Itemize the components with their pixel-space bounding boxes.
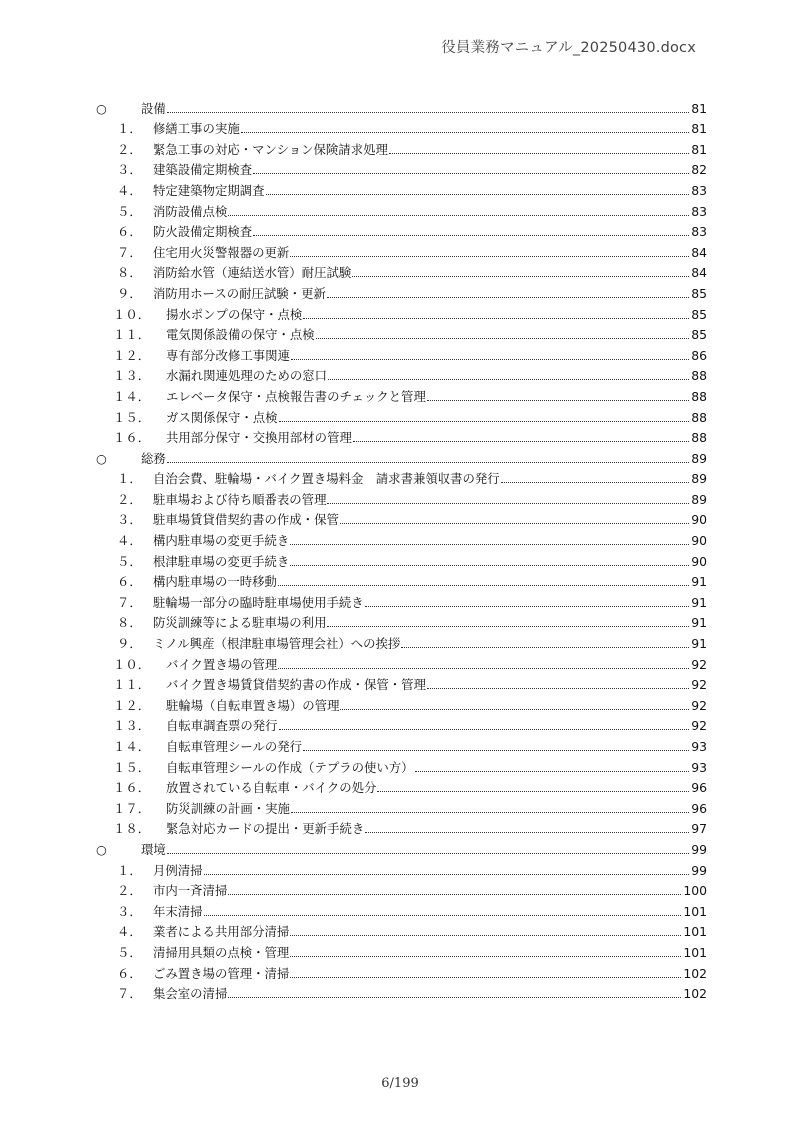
toc-page-number: 93 xyxy=(691,739,707,754)
toc-page-number: 83 xyxy=(691,182,707,198)
dot-leader xyxy=(253,234,689,236)
toc-entry-title: 自転車管理シールの作成（テプラの使い方） xyxy=(166,759,414,775)
dot-leader xyxy=(279,420,690,422)
toc-page-number: 96 xyxy=(691,780,707,796)
toc-entry-title: バイク置き場賃貸借契約書の作成・保管・管理 xyxy=(166,677,426,693)
toc-entry-title: 消防用ホースの耐圧試験・更新 xyxy=(153,285,326,301)
toc-entry-number: ４． xyxy=(117,182,142,198)
dot-leader xyxy=(340,708,689,710)
toc-entry-number: １６． xyxy=(113,430,151,446)
toc-entry[interactable] xyxy=(96,136,707,157)
dot-leader xyxy=(167,852,689,854)
dot-leader xyxy=(427,687,689,689)
toc-entry-title: 緊急対応カードの提出・更新手続き xyxy=(166,821,365,837)
dot-leader xyxy=(290,955,681,957)
toc-page-number: 82 xyxy=(691,162,707,178)
toc-entry-title: 環境 xyxy=(141,841,166,857)
toc-entry-title: バイク置き場の管理 xyxy=(166,656,278,672)
toc-entry-number: ８． xyxy=(117,265,142,281)
toc-entry-number: １． xyxy=(117,471,142,487)
dot-leader xyxy=(327,502,689,504)
toc-entry-title: 自転車調査票の発行 xyxy=(166,718,278,734)
dot-leader xyxy=(291,358,689,360)
dot-leader xyxy=(290,564,689,566)
dot-leader xyxy=(278,667,689,669)
toc-page-number: 96 xyxy=(691,800,707,816)
dot-leader xyxy=(352,275,689,277)
toc-page-number: 92 xyxy=(691,677,707,693)
dot-leader xyxy=(290,255,689,257)
toc-page-number: 102 xyxy=(683,965,707,981)
toc-entry[interactable] xyxy=(96,507,707,528)
toc-page-number: 99 xyxy=(691,862,707,878)
toc-entry-number: ７． xyxy=(117,986,142,1002)
toc-page-number: 85 xyxy=(691,306,707,322)
toc-page-number: 93 xyxy=(691,759,707,775)
toc-entry[interactable] xyxy=(96,816,707,837)
toc-entry-number: １． xyxy=(117,121,142,137)
toc-entry-title: 揚水ポンプの保守・点検 xyxy=(166,306,303,322)
toc-page-number: 85 xyxy=(691,285,707,301)
toc-entry[interactable] xyxy=(96,569,707,590)
toc-entry-number: ５． xyxy=(117,203,142,219)
toc-entry-number: ８． xyxy=(117,615,142,631)
toc-page-number: 86 xyxy=(691,347,707,363)
dot-leader xyxy=(204,914,682,916)
toc-entry-number: １１． xyxy=(113,327,151,343)
toc-entry-number: ２． xyxy=(117,141,142,157)
toc-entry-number: ４． xyxy=(117,924,142,940)
toc-entry[interactable] xyxy=(96,116,707,137)
section-circle-marker: ○ xyxy=(96,100,107,116)
dot-leader xyxy=(204,873,690,875)
toc-entry-number: ６． xyxy=(117,224,142,240)
section-circle-marker: ○ xyxy=(96,841,107,857)
toc-entry-title: 自治会費、駐輪場・バイク置き場料金 請求書兼領収書の発行 xyxy=(153,471,500,487)
toc-entry-title: 修繕工事の実施 xyxy=(153,121,240,137)
toc-entry-title: 防火設備定期検査 xyxy=(153,224,253,240)
toc-entry[interactable] xyxy=(96,651,707,672)
section-circle-marker: ○ xyxy=(96,450,107,466)
toc-entry-number: ６． xyxy=(117,574,142,590)
dot-leader xyxy=(327,296,689,298)
toc-entry[interactable] xyxy=(96,754,707,775)
toc-entry-title: 清掃用具類の点検・管理 xyxy=(153,944,290,960)
dot-leader xyxy=(303,317,689,319)
toc-entry[interactable] xyxy=(96,301,707,322)
toc-entry[interactable] xyxy=(96,898,707,919)
toc-entry[interactable] xyxy=(96,425,707,446)
toc-entry[interactable] xyxy=(96,219,707,240)
toc-entry-number: １２． xyxy=(113,697,151,713)
toc-entry[interactable] xyxy=(96,527,707,548)
toc-entry-number: １５． xyxy=(113,759,151,775)
toc-entry-title: 駐輪場（自転車置き場）の管理 xyxy=(166,697,340,713)
dot-leader xyxy=(290,976,681,978)
toc-entry-number: ４． xyxy=(117,533,142,549)
dot-leader xyxy=(266,193,690,195)
toc-entry[interactable] xyxy=(96,322,707,343)
toc-page-number: 102 xyxy=(683,986,707,1002)
toc-entry-number: ７． xyxy=(117,244,142,260)
toc-entry-number: １２． xyxy=(113,347,151,363)
dot-leader xyxy=(389,152,689,154)
toc-entry-title: 駐車場賃貸借契約書の作成・保管 xyxy=(153,512,339,528)
toc-page-number: 85 xyxy=(691,327,707,343)
toc-entry-title: 駐輪場一部分の臨時駐車場使用手続き xyxy=(153,594,364,610)
toc-entry[interactable] xyxy=(96,363,707,384)
toc-page-number: 90 xyxy=(691,533,707,549)
toc-entry-number: １３． xyxy=(113,718,151,734)
table-of-contents xyxy=(96,95,707,1001)
toc-entry-number: ５． xyxy=(117,944,142,960)
dot-leader xyxy=(327,625,689,627)
toc-entry[interactable] xyxy=(96,630,707,651)
toc-entry-number: １０． xyxy=(113,656,151,672)
toc-page-number: 88 xyxy=(691,368,707,384)
toc-entry-title: ガス関係保守・点検 xyxy=(166,409,278,425)
toc-page-number: 90 xyxy=(691,553,707,569)
toc-page-number: 81 xyxy=(691,121,707,137)
toc-entry-number: ２． xyxy=(117,883,142,899)
toc-entry[interactable] xyxy=(96,548,707,569)
toc-entry-number: ５． xyxy=(117,553,142,569)
toc-entry-title: 共用部分保守・交換用部材の管理 xyxy=(166,430,352,446)
toc-page-number: 89 xyxy=(691,450,707,466)
toc-page-number: 84 xyxy=(691,244,707,260)
toc-entry-title: 業者による共用部分清掃 xyxy=(153,924,290,940)
dot-leader xyxy=(278,584,689,586)
toc-entry[interactable] xyxy=(96,466,707,487)
dot-leader xyxy=(253,172,689,174)
dot-leader xyxy=(303,749,689,751)
toc-entry-title: 総務 xyxy=(141,450,166,466)
toc-entry[interactable] xyxy=(96,878,707,899)
toc-entry[interactable] xyxy=(96,713,707,734)
toc-entry-number: ９． xyxy=(117,285,142,301)
dot-leader xyxy=(365,605,690,607)
dot-leader xyxy=(167,111,689,113)
dot-leader xyxy=(340,522,689,524)
toc-page-number: 81 xyxy=(691,141,707,157)
toc-entry-title: 緊急工事の対応・マンション保険請求処理 xyxy=(153,141,388,157)
toc-entry[interactable] xyxy=(96,939,707,960)
toc-entry-number: １３． xyxy=(113,368,151,384)
dot-leader xyxy=(353,440,689,442)
toc-entry-title: ごみ置き場の管理・清掃 xyxy=(153,965,290,981)
toc-entry-title: 電気関係設備の保守・点検 xyxy=(166,327,315,343)
toc-entry-number: ９． xyxy=(117,636,142,652)
dot-leader xyxy=(279,728,690,730)
dot-leader xyxy=(167,461,689,463)
toc-entry-number: ７． xyxy=(117,594,142,610)
toc-page-number: 81 xyxy=(691,100,707,116)
toc-entry-title: 防災訓練の計画・実施 xyxy=(166,800,290,816)
dot-leader xyxy=(328,378,689,380)
toc-entry-number: １８． xyxy=(113,821,151,837)
toc-page-number: 92 xyxy=(691,718,707,734)
toc-entry-title: 放置されている自転車・バイクの処分 xyxy=(166,780,377,796)
toc-entry[interactable] xyxy=(96,733,707,754)
toc-page-number: 91 xyxy=(691,594,707,610)
toc-entry-title: 特定建築物定期調査 xyxy=(153,182,265,198)
toc-page-number: 97 xyxy=(691,821,707,837)
toc-section-heading[interactable] xyxy=(96,836,707,857)
page-indicator: 6/199 xyxy=(381,1076,419,1091)
document-filename: 役員業務マニュアル_20250430.docx xyxy=(441,40,696,56)
toc-entry[interactable] xyxy=(96,239,707,260)
toc-entry[interactable] xyxy=(96,383,707,404)
toc-entry-number: １５． xyxy=(113,409,151,425)
toc-entry-number: １１． xyxy=(113,677,151,693)
toc-entry[interactable] xyxy=(96,198,707,219)
toc-page-number: 99 xyxy=(691,841,707,857)
toc-page-number: 101 xyxy=(683,944,707,960)
dot-leader xyxy=(290,934,681,936)
toc-entry-title: 構内駐車場の一時移動 xyxy=(153,574,277,590)
toc-entry-number: １６． xyxy=(113,780,151,796)
dot-leader xyxy=(365,831,689,833)
toc-entry-number: ３． xyxy=(117,903,142,919)
toc-entry-title: 自転車管理シールの発行 xyxy=(166,739,303,754)
toc-page-number: 88 xyxy=(691,409,707,425)
toc-entry[interactable] xyxy=(96,404,707,425)
toc-entry-number: ２． xyxy=(117,491,142,507)
dot-leader xyxy=(377,790,689,792)
toc-entry-title: 市内一斉清掃 xyxy=(153,883,228,899)
dot-leader xyxy=(427,399,689,401)
toc-section-heading[interactable] xyxy=(96,445,707,466)
toc-entry[interactable] xyxy=(96,919,707,940)
dot-leader xyxy=(228,893,681,895)
toc-entry-title: 月例清掃 xyxy=(153,862,203,878)
toc-entry[interactable] xyxy=(96,775,707,796)
toc-section-heading[interactable] xyxy=(96,95,707,116)
toc-entry-number: ６． xyxy=(117,965,142,981)
toc-page-number: 83 xyxy=(691,224,707,240)
toc-entry-number: １． xyxy=(117,862,142,878)
dot-leader xyxy=(501,481,690,483)
toc-entry[interactable] xyxy=(96,857,707,878)
toc-page-number: 91 xyxy=(691,574,707,590)
toc-entry[interactable] xyxy=(96,177,707,198)
toc-page-number: 83 xyxy=(691,203,707,219)
toc-entry[interactable] xyxy=(96,342,707,363)
toc-entry-title: ミノル興産（根津駐車場管理会社）への挨拶 xyxy=(153,636,401,652)
toc-page-number: 92 xyxy=(691,656,707,672)
dot-leader xyxy=(228,996,681,998)
toc-entry[interactable] xyxy=(96,486,707,507)
toc-entry[interactable] xyxy=(96,280,707,301)
dot-leader xyxy=(316,337,690,339)
toc-entry-title: 消防給水管（連結送水管）耐圧試験 xyxy=(153,265,352,281)
toc-page-number: 88 xyxy=(691,388,707,404)
toc-entry[interactable] xyxy=(96,589,707,610)
toc-page-number: 88 xyxy=(691,430,707,446)
toc-page-number: 89 xyxy=(691,491,707,507)
toc-page-number: 90 xyxy=(691,512,707,528)
dot-leader xyxy=(415,770,690,772)
dot-leader xyxy=(228,214,689,216)
toc-entry-title: 水漏れ関連処理のための窓口 xyxy=(166,368,328,384)
toc-entry[interactable] xyxy=(96,672,707,693)
toc-entry-title: 駐車場および待ち順番表の管理 xyxy=(153,491,327,507)
dot-leader xyxy=(241,131,689,133)
toc-entry-title: 設備 xyxy=(141,100,166,116)
toc-page-number: 89 xyxy=(691,471,707,487)
toc-page-number: 92 xyxy=(691,697,707,713)
toc-entry[interactable] xyxy=(96,260,707,281)
toc-entry[interactable] xyxy=(96,692,707,713)
toc-entry-number: ３． xyxy=(117,512,142,528)
toc-entry-number: １４． xyxy=(113,388,151,404)
toc-entry-title: 住宅用火災警報器の更新 xyxy=(153,244,290,260)
toc-page-number: 101 xyxy=(683,903,707,919)
toc-entry-number: １７． xyxy=(113,800,151,816)
toc-entry-title: 年末清掃 xyxy=(153,903,203,919)
toc-page-number: 91 xyxy=(691,636,707,652)
toc-entry-title: 専有部分改修工事関連 xyxy=(166,347,290,363)
toc-page-number: 101 xyxy=(683,924,707,940)
toc-entry-number: ３． xyxy=(117,162,142,178)
toc-entry[interactable] xyxy=(96,157,707,178)
toc-entry-title: 防災訓練等による駐車場の利用 xyxy=(153,615,327,631)
toc-entry-title: 根津駐車場の変更手続き xyxy=(153,553,290,569)
toc-entry-title: 消防設備点検 xyxy=(153,203,228,219)
toc-page-number: 100 xyxy=(683,883,707,899)
dot-leader xyxy=(401,646,689,648)
toc-entry-number: １０． xyxy=(113,306,151,322)
toc-entry-title: エレベータ保守・点検報告書のチェックと管理 xyxy=(166,388,426,404)
toc-entry-title: 建築設備定期検査 xyxy=(153,162,253,178)
toc-entry[interactable] xyxy=(96,795,707,816)
toc-entry[interactable] xyxy=(96,610,707,631)
toc-entry[interactable] xyxy=(96,981,707,1002)
toc-entry-title: 構内駐車場の変更手続き xyxy=(153,533,290,549)
dot-leader xyxy=(290,543,689,545)
dot-leader xyxy=(291,811,689,813)
toc-page-number: 84 xyxy=(691,265,707,281)
toc-entry[interactable] xyxy=(96,960,707,981)
toc-entry-number: １４． xyxy=(113,739,151,754)
toc-page-number: 91 xyxy=(691,615,707,631)
toc-entry-title: 集会室の清掃 xyxy=(153,986,228,1002)
